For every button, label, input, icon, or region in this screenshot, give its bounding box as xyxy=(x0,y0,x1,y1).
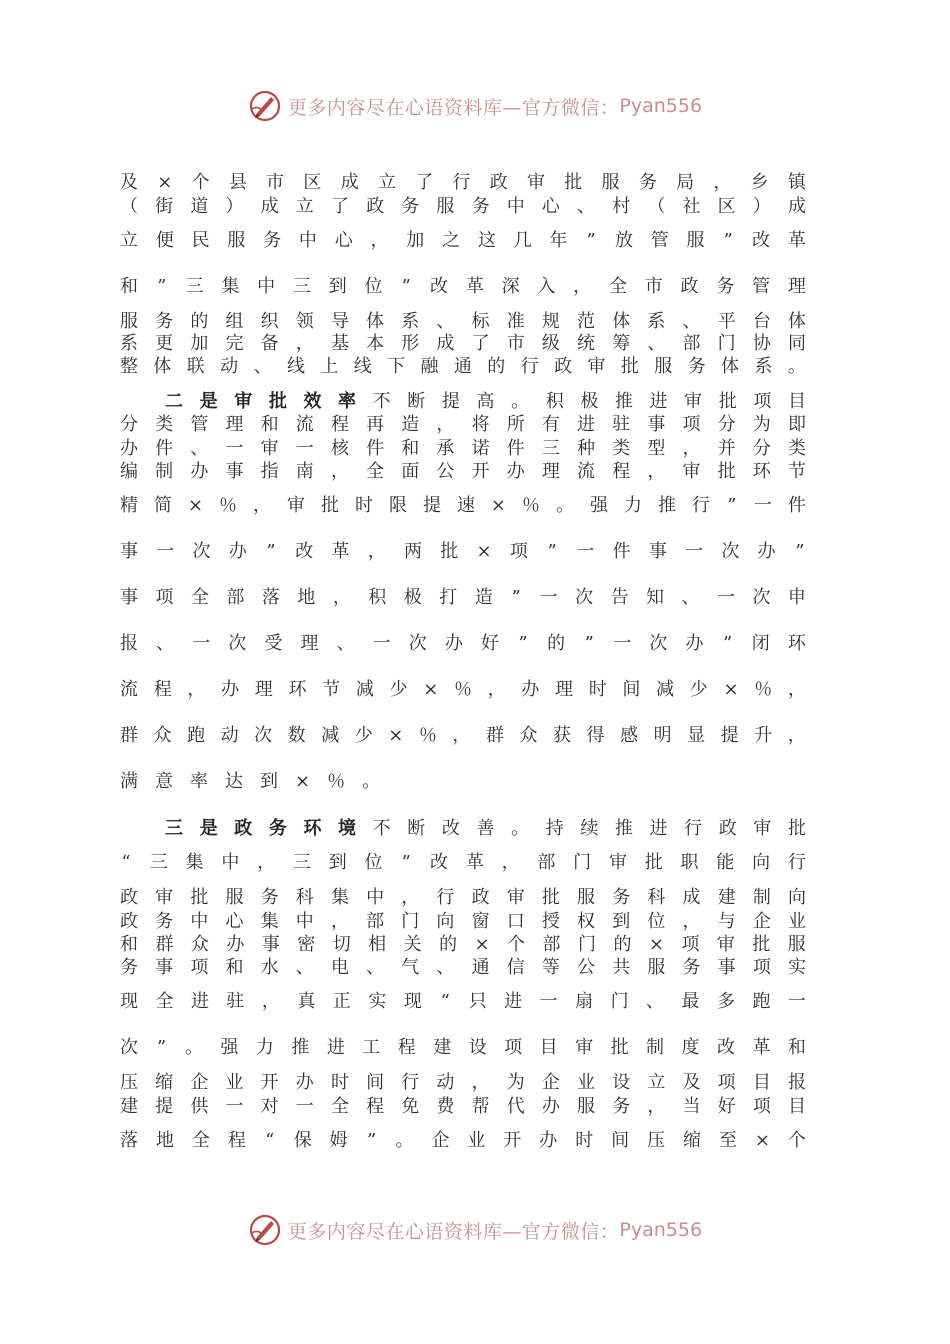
text-line: 政 务 中 心 集 中 ， 部 门 向 窗 口 授 权 到 位 ， 与 企 业 xyxy=(120,911,806,932)
footer-banner-text: 更多内容尽在心语资料库—官方微信： xyxy=(287,1220,620,1243)
pen-logo-icon xyxy=(248,1213,282,1247)
text-line: 满 意 率 达 到 × ％ 。 xyxy=(120,771,381,792)
text-line: 和 群 众 办 事 密 切 相 关 的 × 个 部 门 的 × 项 审 批 服 xyxy=(120,934,806,955)
text-line: 流 程 ， 办 理 环 节 减 少 × ％ ， 办 理 时 间 减 少 × ％ ， xyxy=(120,679,806,700)
text-line: 办 件 、 一 审 一 核 件 和 承 诺 件 三 种 类 型 ， 并 分 类 xyxy=(120,438,806,459)
text-line: 三 是 政 务 环 境 不 断 改 善 。 持 续 推 进 行 政 审 批 xyxy=(165,818,806,839)
text-line: “ 三 集 中 ， 三 到 位 ” 改 革 ， 部 门 审 批 职 能 向 行 xyxy=(121,852,806,873)
text-line: 次 ” 。 强 力 推 进 工 程 建 设 项 目 审 批 制 度 改 革 和 xyxy=(120,1037,806,1058)
header-banner-wechat-id: Pyan556 xyxy=(619,95,703,117)
text-line: 服 务 的 组 织 领 导 体 系 、 标 准 规 范 体 系 、 平 台 体 xyxy=(120,311,806,332)
text-line: 压 缩 企 业 开 办 时 间 行 动 ， 为 企 业 设 立 及 项 目 报 xyxy=(120,1072,806,1093)
text-line: 和 ” 三 集 中 三 到 位 ” 改 革 深 入 ， 全 市 政 务 管 理 xyxy=(120,276,806,297)
text-line: 及 × 个 县 市 区 成 立 了 行 政 审 批 服 务 局 ， 乡 镇 xyxy=(120,172,806,193)
text-line: 报 、 一 次 受 理 、 一 次 办 好 ” 的 ” 一 次 办 ” 闭 环 xyxy=(120,633,806,654)
text-line: 立 便 民 服 务 中 心 ， 加 之 这 几 年 ” 放 管 服 ” 改 革 xyxy=(120,230,806,251)
header-watermark-banner xyxy=(0,86,950,126)
footer-banner-wechat-id: Pyan556 xyxy=(619,1219,703,1241)
text-line: 政 审 批 服 务 科 集 中 ， 行 政 审 批 服 务 科 成 建 制 向 xyxy=(120,887,806,908)
text-line: 务 事 项 和 水 、 电 、 气 、 通 信 等 公 共 服 务 事 项 实 xyxy=(120,957,806,978)
text-line: 系 更 加 完 备 ， 基 本 形 成 了 市 级 统 筹 、 部 门 协 同 xyxy=(120,333,806,354)
text-line: 精 简 × ％ ， 审 批 时 限 提 速 × ％ 。 强 力 推 行 ” 一 件 xyxy=(120,495,806,516)
text-line: 分 类 管 理 和 流 程 再 造 ， 将 所 有 进 驻 事 项 分 为 即 xyxy=(120,414,806,435)
text-line: 二 是 审 批 效 率 不 断 提 高 。 积 极 推 进 审 批 项 目 xyxy=(165,391,806,412)
text-line: 整 体 联 动 、 线 上 线 下 融 通 的 行 政 审 批 服 务 体 系 。 xyxy=(120,356,806,377)
pen-logo-icon xyxy=(248,89,282,123)
text-line: 建 提 供 一 对 一 全 程 免 费 帮 代 办 服 务 ， 当 好 项 目 xyxy=(120,1096,806,1117)
text-line: 落 地 全 程 “ 保 姆 ” 。 企 业 开 办 时 间 压 缩 至 × 个 xyxy=(120,1130,806,1151)
text-line: 现 全 进 驻 ， 真 正 实 现 “ 只 进 一 扇 门 、 最 多 跑 一 xyxy=(120,991,806,1012)
footer-watermark-banner xyxy=(0,1210,950,1250)
text-line: 编 制 办 事 指 南 ， 全 面 公 开 办 理 流 程 ， 审 批 环 节 xyxy=(120,461,806,482)
text-line: 事 一 次 办 ” 改 革 ， 两 批 × 项 ” 一 件 事 一 次 办 ” xyxy=(120,541,805,562)
header-banner-text: 更多内容尽在心语资料库—官方微信： xyxy=(287,96,620,119)
text-line: 事 项 全 部 落 地 ， 积 极 打 造 ” 一 次 告 知 、 一 次 申 xyxy=(120,587,806,608)
text-line: （ 街 道 ） 成 立 了 政 务 服 务 中 心 、 村 （ 社 区 ） 成 xyxy=(120,196,806,217)
text-line: 群 众 跑 动 次 数 减 少 × ％ ， 群 众 获 得 感 明 显 提 升 ， xyxy=(120,725,806,746)
